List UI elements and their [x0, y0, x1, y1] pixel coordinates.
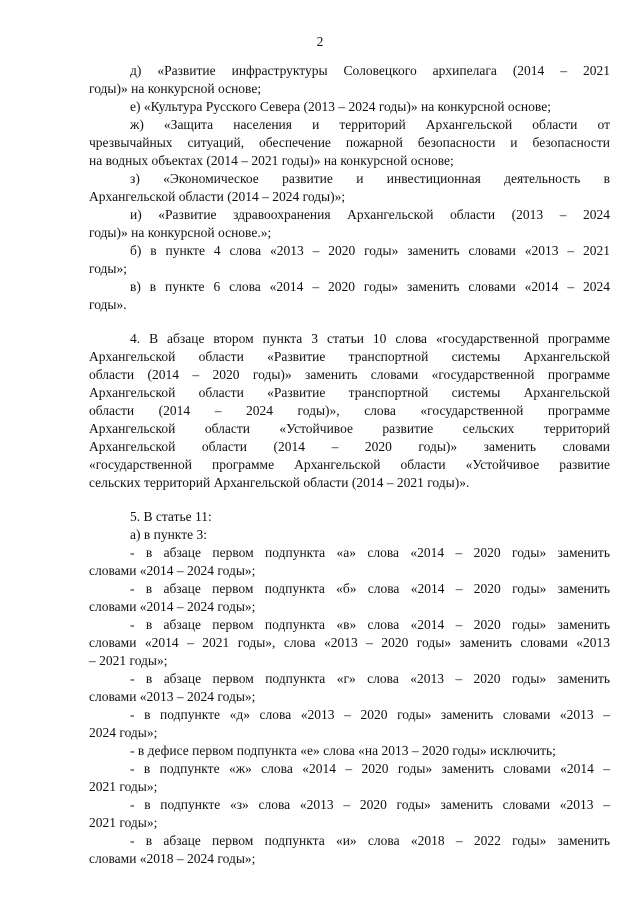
- text-line: а) в пункте 3:: [130, 527, 207, 542]
- text-line: сельских территорий Архангельской области (2014 – 2021 годы)».: [89, 475, 470, 490]
- text-line: - в абзаце первом подпункта «а» слова «2014 – 2020 годы» заменить: [130, 545, 610, 560]
- text-line: словами «2014 – 2024 годы»;: [89, 563, 256, 578]
- text-line: - в абзаце первом подпункта «и» слова «2018 – 2022 годы» заменить: [130, 833, 610, 848]
- text-line: - в дефисе первом подпункта «е» слова «на 2013 – 2020 годы» исключить;: [130, 743, 556, 758]
- text-line: в) в пункте 6 слова «2014 – 2020 годы» заменить словами «2014 – 2024: [130, 279, 610, 294]
- text-line: - в подпункте «з» слова «2013 – 2020 годы» заменить словами «2013 –: [130, 797, 610, 812]
- text-line: - в подпункте «д» слова «2013 – 2020 годы» заменить словами «2013 –: [130, 707, 610, 722]
- text-line: словами «2014 – 2021 годы», слова «2013 – 2020 годы» заменить словами «2013: [89, 635, 610, 650]
- text-line: з) «Экономическое развитие и инвестиционная деятельность в: [130, 171, 610, 186]
- text-line: д) «Развитие инфраструктуры Соловецкого архипелага (2014 – 2021: [130, 63, 610, 78]
- page-number: 2: [316, 34, 324, 49]
- text-line: «государственной программе Архангельской области «Устойчивое развитие: [89, 457, 610, 472]
- text-line: 5. В статье 11:: [130, 509, 212, 524]
- text-line: 2024 годы»;: [89, 725, 158, 740]
- text-line: области (2014 – 2020 годы)» заменить словами «государственной программе: [89, 367, 610, 382]
- text-line: чрезвычайных ситуаций, обеспечение пожарной безопасности и безопасности: [89, 135, 610, 150]
- text-line: годы)» на конкурсной основе;: [89, 81, 262, 96]
- text-line: ж) «Защита населения и территорий Архангельской области от: [130, 117, 610, 132]
- text-line: - в подпункте «ж» слова «2014 – 2020 годы» заменить словами «2014 –: [130, 761, 610, 776]
- text-line: 2021 годы»;: [89, 779, 158, 794]
- text-line: словами «2014 – 2024 годы»;: [89, 599, 256, 614]
- text-line: Архангельской области «Развитие транспортной системы Архангельской: [89, 349, 610, 364]
- text-line: годы)» на конкурсной основе.»;: [89, 225, 272, 240]
- text-line: Архангельской области «Развитие транспортной системы Архангельской: [89, 385, 610, 400]
- text-line: – 2021 годы»;: [89, 653, 168, 668]
- text-line: словами «2018 – 2024 годы»;: [89, 851, 256, 866]
- text-line: годы»;: [89, 261, 128, 276]
- text-line: - в абзаце первом подпункта «в» слова «2014 – 2020 годы» заменить: [130, 617, 610, 632]
- text-line: области (2014 – 2024 годы)», слова «государственной программе: [89, 403, 610, 418]
- text-line: годы».: [89, 297, 127, 312]
- text-line: е) «Культура Русского Севера (2013 – 2024 годы)» на конкурсной основе;: [130, 99, 551, 114]
- text-line: Архангельской области (2014 – 2020 годы)» заменить словами: [89, 439, 610, 454]
- text-line: б) в пункте 4 слова «2013 – 2020 годы» заменить словами «2013 – 2021: [130, 243, 610, 258]
- text-line: 4. В абзаце втором пункта 3 статьи 10 слова «государственной программе: [130, 331, 610, 346]
- text-line: на водных объектах (2014 – 2021 годы)» на конкурсной основе;: [89, 153, 454, 168]
- text-line: Архангельской области (2014 – 2024 годы)»;: [89, 189, 346, 204]
- text-line: - в абзаце первом подпункта «г» слова «2013 – 2020 годы» заменить: [130, 671, 610, 686]
- text-line: - в абзаце первом подпункта «б» слова «2014 – 2020 годы» заменить: [130, 581, 610, 596]
- text-line: 2021 годы»;: [89, 815, 158, 830]
- text-line: Архангельской области «Устойчивое развитие сельских территорий: [89, 421, 610, 436]
- text-line: и) «Развитие здравоохранения Архангельской области (2013 – 2024: [130, 207, 610, 222]
- text-line: словами «2013 – 2024 годы»;: [89, 689, 256, 704]
